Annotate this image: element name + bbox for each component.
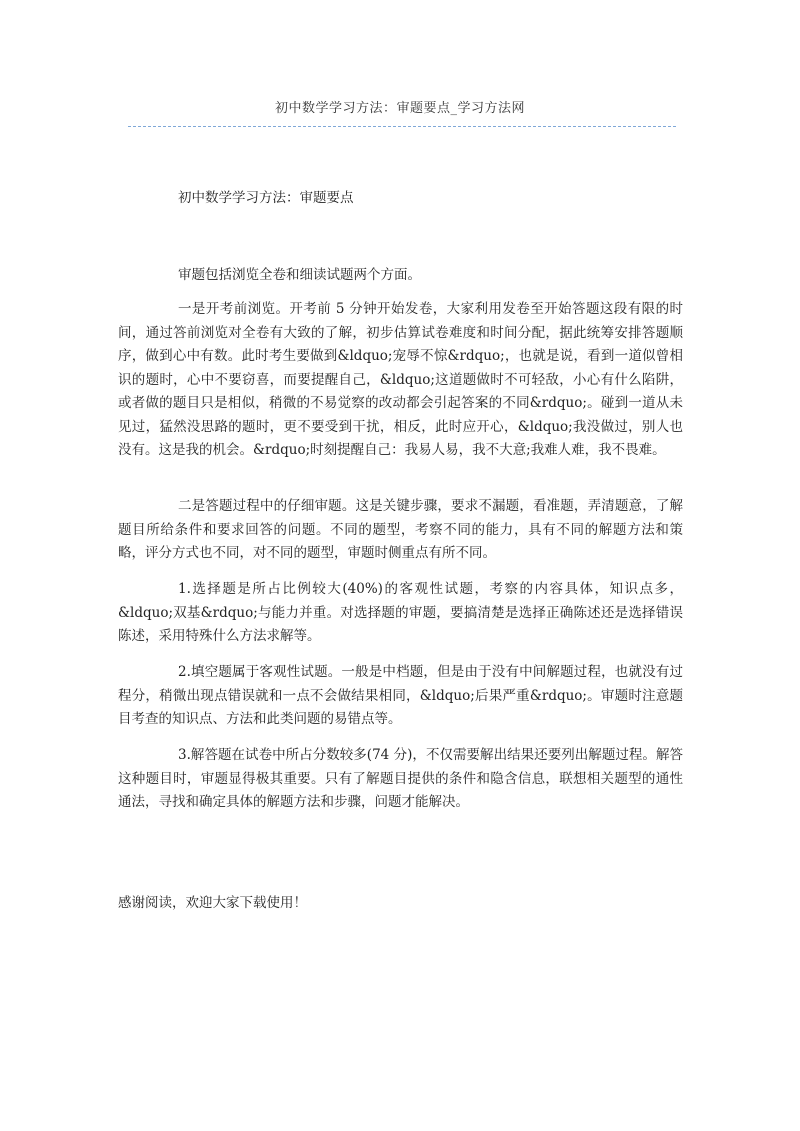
paragraph-browse-before-exam [118,298,683,463]
header-dashed-divider [128,126,676,127]
paragraph-text: 3.解答题在试卷中所占分数较多(74 分)，不仅需要解出结果还要列出解题过程。解答这种题目时，审题显得极其重要。只有了解题目提供的条件和隐含信息，联想相关题型的通性通法，寻找和确定具体的解题方法和步骤，问题才能解决。 [118,747,683,810]
paragraph-text: 1.选择题是所占比例较大(40%)的客观性试题，考察的内容具体，知识点多，&ldquo;双基&rdquo;与能力并重。对选择题的审题，要搞清楚是选择正确陈述还是选择错误陈述，采用特殊什么方法求解等。 [118,581,683,644]
paragraph-fill-in-blank [118,661,683,732]
article-title: 初中数学学习方法：审题要点 [178,190,354,206]
paragraph-text: 二是答题过程中的仔细审题。这是关键步骤，要求不漏题，看准题，弄清题意，了解题目所给条件和要求回答的问题。不同的题型，考察不同的能力，具有不同的解题方法和策略，评分方式也不同，对不同的题型，审题时侧重点有所不同。 [118,498,683,561]
thanks-message: 感谢阅读，欢迎大家下载使用！ [118,895,307,911]
paragraph-text: 一是开考前浏览。开考前 5 分钟开始发卷，大家利用发卷至开始答题这段有限的时间，通过答前浏览对全卷有大致的了解，初步估算试卷难度和时间分配，据此统筹安排答题顺序，做到心中有数。此时考生要做到&ldquo;宠辱不惊&rdquo;，也就是说，看到一道似曾相识的题时，心中不要窃喜，而要提醒自己，&ldquo;这道题做时不可轻敌，小心有什么陷阱，或者做的题目只是相似，稍微的不易觉察的改动都会引起答案的不同&rdquo;。碰到一道从未见过，猛然没思路的题时，更不要受到干扰，相反，此时应开心，&ldquo;我没做过，别人也没有。这是我的机会。&rdquo;时刻提醒自己：我易人易，我不大意;我难人难，我不畏难。 [118,301,683,458]
paragraph-multiple-choice [118,578,683,649]
paragraph-text: 审题包括浏览全卷和细读试题两个方面。 [178,267,421,283]
header-title: 初中数学学习方法：审题要点_学习方法网 [274,101,525,116]
paragraph-careful-reading [118,495,683,566]
paragraph-intro [118,264,683,288]
paragraph-problem-solving [118,744,683,815]
paragraph-text: 2.填空题属于客观性试题。一般是中档题，但是由于没有中间解题过程，也就没有过程分，稍微出现点错误就和一点不会做结果相同，&ldquo;后果严重&rdquo;。审题时注意题目考查的知识点、方法和此类问题的易错点等。 [118,664,683,727]
